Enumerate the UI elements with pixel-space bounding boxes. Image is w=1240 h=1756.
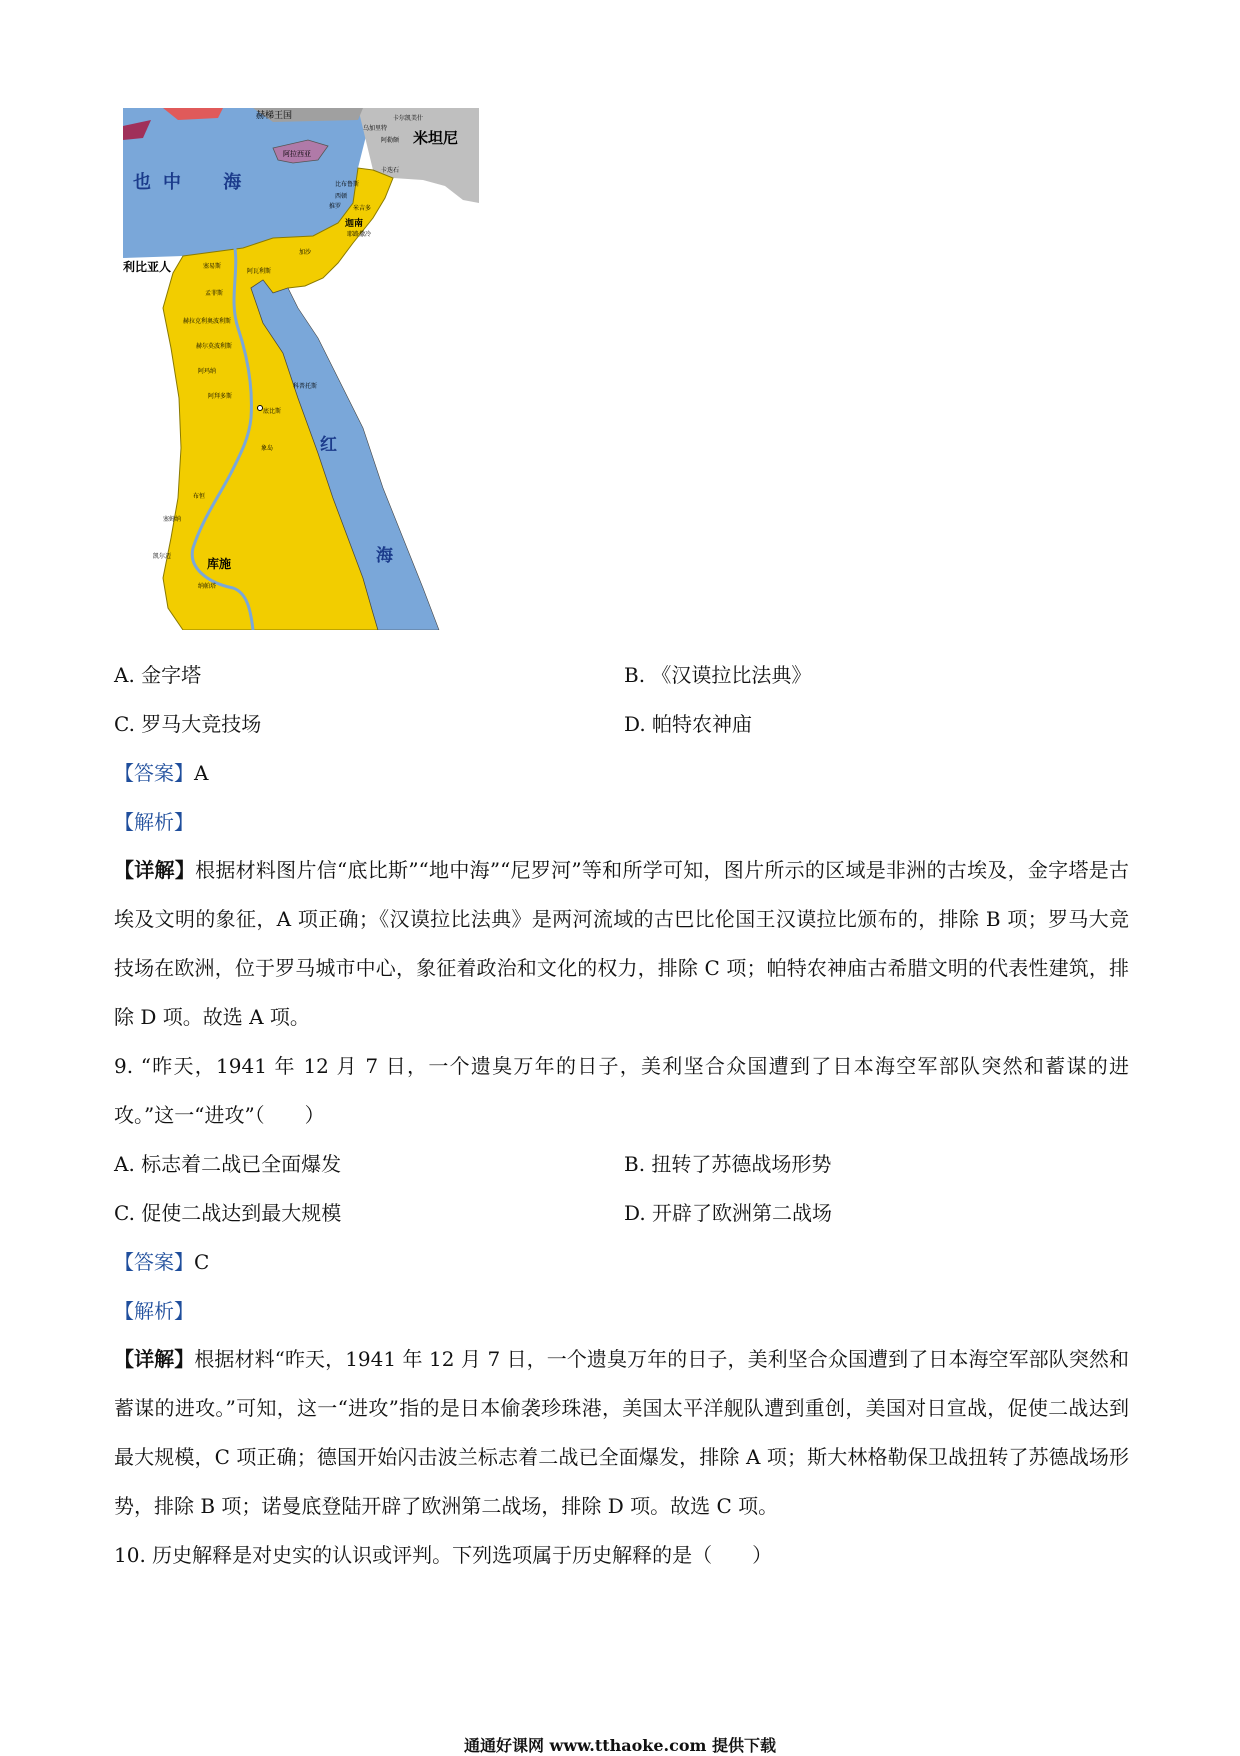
answer-tag: 【答案】 bbox=[114, 761, 194, 785]
q8-detail bbox=[114, 846, 1129, 1042]
map-label-avaris: 阿瓦利斯 bbox=[247, 268, 272, 275]
map-label-sidon: 西顿 bbox=[335, 193, 348, 200]
q8-analysis bbox=[114, 808, 194, 836]
map-label-carchemish: 卡尔凯美什 bbox=[393, 115, 424, 122]
map-label-kush: 库施 bbox=[207, 557, 232, 571]
map-label-memphis: 孟菲斯 bbox=[205, 290, 224, 297]
map-label-aleppo: 阿勒颇 bbox=[381, 137, 400, 144]
map-label-kadesh: 卡迭石 bbox=[381, 167, 400, 174]
map-label-napata: 纳帕塔 bbox=[198, 583, 217, 590]
map-label-gaza: 加沙 bbox=[299, 249, 312, 256]
q8-option-c: C. 罗马大竞技场 bbox=[114, 712, 262, 736]
map-label-sais: 塞易斯 bbox=[203, 263, 222, 270]
map-label-abydos: 阿拜多斯 bbox=[208, 393, 233, 400]
q9-analysis bbox=[114, 1297, 194, 1325]
answer-value: A bbox=[194, 761, 209, 785]
map-label-tyre: 推罗 bbox=[329, 203, 342, 210]
map-label-amarna: 阿玛纳 bbox=[198, 368, 217, 375]
detail-text: 根据材料“昨天，1941 年 12 月 7 日，一个遗臭万年的日子，美利坚合众国遭到了日本海空军部队突然和蓄谋的进攻。”可知，这一“进攻”指的是日本偷袭珍珠港，美国太平洋舰队遭到重创，美国对日宣战，促使二战达到最大规模，C 项正确；德国开始闪击波兰标志着二战已全面爆发，排除 A 项；斯大林格勒保卫战扭转了苏德战场形势，排除 B 项；诺曼底登陆开辟了欧洲第二战场，排除 D 项。故选 C 项。 bbox=[114, 1347, 1129, 1518]
map-label-koptos: 科普托斯 bbox=[293, 383, 318, 390]
q10-stem: 10. 历史解释是对史实的认识或评判。下列选项属于历史解释的是（ ） bbox=[114, 1543, 773, 1567]
q9-answer bbox=[114, 1248, 209, 1276]
map-label-mediterranean: 中 海 bbox=[163, 172, 260, 193]
map-label-thebes: 底比斯 bbox=[263, 408, 282, 415]
analysis-tag: 【解析】 bbox=[114, 1299, 194, 1323]
q9-detail bbox=[114, 1335, 1129, 1531]
detail-tag: 【详解】 bbox=[114, 858, 196, 882]
q9-option-c: C. 促使二战达到最大规模 bbox=[114, 1201, 342, 1225]
map-label-megiddo: 米吉多 bbox=[353, 205, 372, 212]
q8-option-d: D. 帕特农神庙 bbox=[624, 712, 753, 736]
map-label-hermopolis: 赫尔莫波利斯 bbox=[196, 343, 233, 350]
ancient-egypt-map bbox=[123, 108, 479, 630]
map-label-red-sea-2: 海 bbox=[376, 546, 393, 566]
svg-text:也 bbox=[133, 171, 151, 193]
map-label-mediterranean-prefix: 也 bbox=[133, 172, 151, 193]
map-label-mitanni: 米坦尼 bbox=[413, 129, 459, 147]
map-label-canaan: 迦南 bbox=[345, 219, 364, 229]
q9-stem: 9. “昨天，1941 年 12 月 7 日，一个遗臭万年的日子，美利坚合众国遭到了日本海空军部队突然和蓄谋的进攻。”这一“进攻”（ ） bbox=[114, 1054, 1129, 1127]
q8-answer bbox=[114, 759, 208, 787]
q9-option-b: B. 扭转了苏德战场形势 bbox=[624, 1152, 832, 1176]
analysis-tag: 【解析】 bbox=[114, 810, 194, 834]
answer-value: C bbox=[194, 1250, 210, 1274]
map-label-libyans: 利比亚人 bbox=[123, 260, 172, 274]
map-label-jerusalem: 耶路撒冷 bbox=[347, 231, 372, 238]
q9-option-a: A. 标志着二战已全面爆发 bbox=[114, 1152, 342, 1176]
map-label-elephantine: 象岛 bbox=[261, 445, 274, 452]
map-label-cyprus: 阿拉西亚 bbox=[283, 150, 311, 158]
map-label-byblos: 比布鲁斯 bbox=[335, 181, 360, 188]
map-label-semna: 塞姆纳 bbox=[163, 516, 182, 523]
map-label-buhen: 布恒 bbox=[193, 493, 206, 500]
map-label-ugarit: 乌加里特 bbox=[363, 125, 388, 132]
map-label-hittites: 赫梯王国 bbox=[256, 111, 293, 121]
q8-option-a: A. 金字塔 bbox=[114, 663, 202, 687]
map-label-heracleopolis: 赫拉克利奥波利斯 bbox=[183, 318, 232, 325]
map-label-red-sea-1: 红 bbox=[320, 435, 337, 455]
page-footer: 通通好课网 www.tthaoke.com 提供下载 bbox=[463, 1736, 777, 1755]
detail-tag: 【详解】 bbox=[114, 1347, 195, 1371]
q8-option-b: B. 《汉谟拉比法典》 bbox=[624, 663, 812, 687]
detail-text: 根据材料图片信“底比斯”“地中海”“尼罗河”等和所学可知，图片所示的区域是非洲的古埃及，金字塔是古埃及文明的象征，A 项正确；《汉谟拉比法典》是两河流域的古巴比伦国王汉谟拉比颁布的，排除 B 项；罗马大竞技场在欧洲，位于罗马城市中心，象征着政治和文化的权力，排除 C 项；帕特农神庙古希腊文明的代表性建筑，排除 D 项。故选 A 项。 bbox=[114, 858, 1129, 1029]
answer-tag: 【答案】 bbox=[114, 1250, 194, 1274]
thebes-marker bbox=[258, 406, 263, 411]
map-label-kerma: 凯尔迈 bbox=[153, 553, 172, 560]
q9-option-d: D. 开辟了欧洲第二战场 bbox=[624, 1201, 833, 1225]
